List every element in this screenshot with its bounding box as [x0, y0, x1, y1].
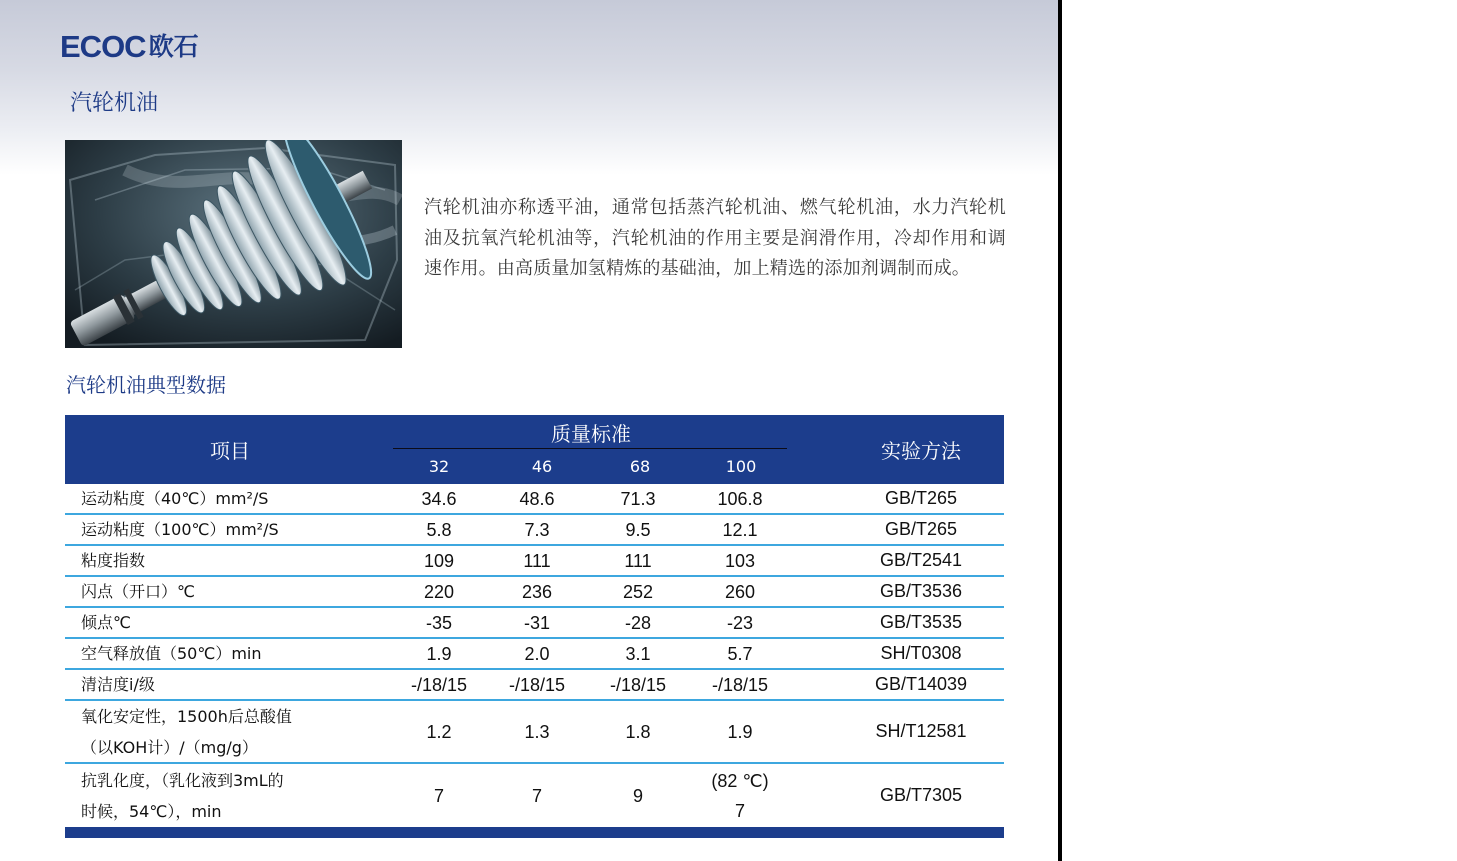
row-item: 倾点℃: [81, 613, 131, 632]
row-value-46: -31: [523, 612, 550, 633]
row-method: GB/T7305: [879, 785, 963, 805]
row-value-32: 1.9: [426, 643, 452, 664]
row-method: SH/T12581: [875, 721, 967, 741]
row-value-46: 1.3: [524, 721, 550, 742]
turbine-illustration: [65, 140, 402, 348]
table-row: [65, 670, 1004, 701]
turbine-rotor-image: [65, 140, 402, 348]
table-row: [65, 484, 1004, 515]
row-value-68: 111: [624, 550, 652, 571]
row-value-46: 236: [521, 581, 553, 602]
row-method: GB/T265: [884, 519, 958, 539]
row-value-46: -/18/15: [508, 674, 566, 695]
row-value-32: 34.6: [421, 488, 457, 509]
section-title: 汽轮机油典型数据: [66, 373, 226, 397]
header-test-method: 实验方法: [881, 439, 961, 463]
row-method: GB/T2541: [879, 550, 963, 570]
row-value-100: -/18/15: [711, 674, 769, 695]
row-value-100: 260: [724, 581, 756, 602]
table-row: [65, 701, 1004, 764]
row-method: GB/T14039: [874, 674, 968, 694]
typical-data-table: [65, 415, 1004, 838]
row-value-32: -35: [425, 612, 452, 633]
table-row: [65, 577, 1004, 608]
row-method: SH/T0308: [880, 643, 962, 663]
table-row: [65, 546, 1004, 577]
header-quality-standard: 质量标准: [551, 421, 631, 446]
row-value-32: 7: [433, 785, 444, 806]
row-item: 空气释放值（50℃）min: [81, 644, 262, 663]
row-value-100: -23: [726, 612, 753, 633]
row-item: 清洁度i/级: [81, 675, 155, 694]
row-value-46: 111: [523, 550, 551, 571]
row-item: 氧化安定性，1500h后总酸值 （以KOH计）/（mg/g）: [81, 706, 292, 757]
row-item: 粘度指数: [81, 551, 146, 570]
row-item: 运动粘度（40℃）mm²/S: [81, 489, 269, 508]
header-divider: [393, 448, 787, 449]
product-description: 汽轮机油亦称透平油，通常包括蒸汽轮机油、燃气轮机油，水力汽轮机油及抗氧汽轮机油等，汽轮机油的作用主要是润滑作用，冷却作用和调速作用。由高质量加氢精炼的基础油，加上精选的添加剂调制而成。: [424, 197, 1006, 279]
row-value-46: 7.3: [524, 519, 550, 540]
row-method: GB/T3536: [879, 581, 963, 601]
header-grade-46: 46: [531, 456, 553, 476]
row-item: 运动粘度（100℃）mm²/S: [81, 520, 279, 539]
row-value-68: 71.3: [620, 488, 656, 509]
table-row: [65, 639, 1004, 670]
header-item: 项目: [210, 439, 250, 463]
row-value-100: 106.8: [717, 488, 763, 509]
row-value-68: -28: [624, 612, 651, 633]
brand-logo-latin: ECOC: [60, 29, 146, 64]
header-grade-32: 32: [428, 456, 450, 476]
table-footer-bar: [65, 827, 1004, 838]
page-title: 汽轮机油: [70, 91, 159, 116]
row-value-68: 9: [632, 785, 643, 806]
row-value-32: 109: [423, 550, 455, 571]
row-value-100: (82 ℃) 7: [711, 770, 769, 821]
row-value-46: 48.6: [519, 488, 555, 509]
row-value-32: 1.2: [426, 721, 452, 742]
row-value-46: 7: [531, 785, 542, 806]
row-value-32: 220: [423, 581, 455, 602]
row-value-68: 9.5: [625, 519, 651, 540]
row-value-68: -/18/15: [609, 674, 667, 695]
brand-logo: [60, 30, 199, 64]
row-value-46: 2.0: [524, 643, 550, 664]
row-value-100: 5.7: [727, 643, 753, 664]
row-item: 抗乳化度，（乳化液到3mL的 时候，54℃），min: [81, 770, 284, 821]
table-row: [65, 515, 1004, 546]
row-method: GB/T265: [884, 488, 958, 508]
row-value-100: 103: [724, 550, 756, 571]
table-header: [65, 415, 1004, 484]
row-item: 闪点（开口）℃: [81, 582, 195, 601]
row-value-32: 5.8: [426, 519, 452, 540]
table-row: [65, 608, 1004, 639]
header-grade-68: 68: [629, 456, 651, 476]
page-edge-divider: [1058, 0, 1062, 861]
brand-logo-chinese: 欧石: [148, 32, 199, 61]
row-value-68: 3.1: [625, 643, 651, 664]
row-value-100: 1.9: [727, 721, 753, 742]
row-value-68: 252: [622, 581, 654, 602]
table-row: [65, 764, 1004, 827]
row-value-32: -/18/15: [410, 674, 468, 695]
row-method: GB/T3535: [879, 612, 963, 632]
row-value-100: 12.1: [722, 519, 758, 540]
header-grade-100: 100: [725, 456, 757, 476]
row-value-68: 1.8: [625, 721, 651, 742]
